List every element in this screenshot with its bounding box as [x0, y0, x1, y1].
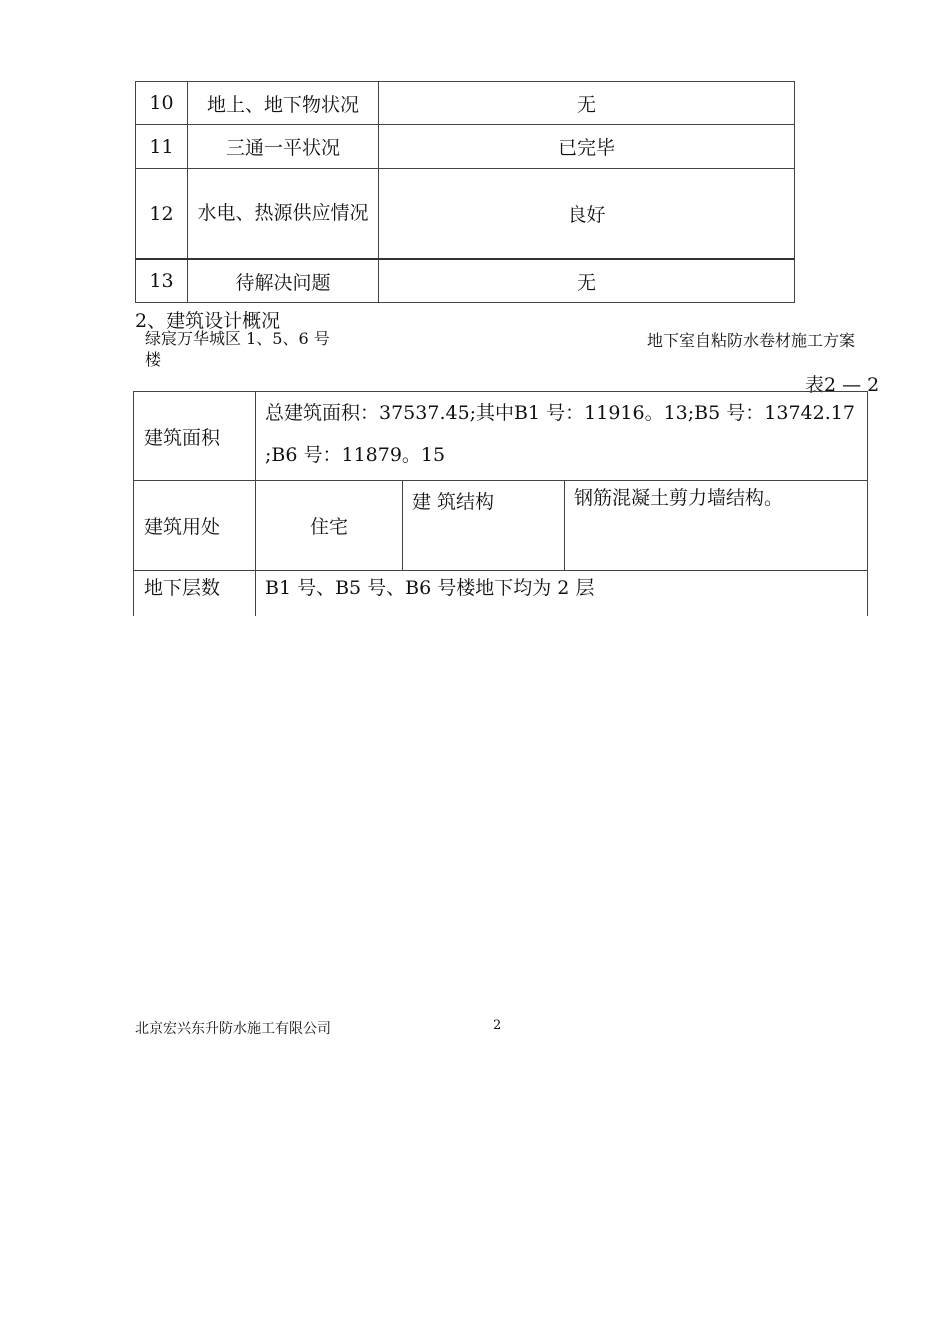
structure-label: 建 筑结构 — [403, 481, 565, 571]
row-item: 待解决问题 — [188, 259, 379, 303]
table-row — [134, 481, 868, 571]
site-conditions-table — [135, 81, 795, 303]
floors-label: 地下层数 — [134, 571, 256, 617]
row-value: 良好 — [379, 169, 795, 260]
use-label: 建筑用处 — [134, 481, 256, 571]
table-row — [136, 125, 795, 169]
floors-value: B1 号、B5 号、B6 号楼地下均为 2 层 — [256, 571, 868, 617]
area-label: 建筑面积 — [134, 392, 256, 481]
footer-company: 北京宏兴东升防水施工有限公司 — [135, 1021, 331, 1037]
structure-value: 钢筋混凝土剪力墙结构。 — [565, 481, 868, 571]
row-number: 10 — [136, 82, 188, 125]
row-item: 三通一平状况 — [188, 125, 379, 169]
row-value: 无 — [379, 82, 795, 125]
table-row — [136, 259, 795, 303]
page-number: 2 — [493, 1018, 502, 1033]
project-name-header: 绿宸万华城区 1、5、6 号楼 — [145, 329, 330, 369]
area-value: 总建筑面积：37537.45;其中B1 号：11916。13;B5 号：13742.17 ;B6 号：11879。15 — [256, 392, 868, 481]
section-heading: 2、建筑设计概况 — [135, 310, 281, 332]
table-number: 表2 — 2 — [805, 374, 880, 396]
table-row — [136, 82, 795, 125]
row-item: 水电、热源供应情况 — [188, 169, 379, 260]
table-row — [134, 571, 868, 617]
table-row — [134, 392, 868, 481]
table-row — [136, 169, 795, 260]
row-number: 13 — [136, 259, 188, 303]
row-number: 11 — [136, 125, 188, 169]
use-value: 住宅 — [256, 481, 403, 571]
row-item: 地上、地下物状况 — [188, 82, 379, 125]
row-value: 无 — [379, 259, 795, 303]
row-value: 已完毕 — [379, 125, 795, 169]
row-number: 12 — [136, 169, 188, 260]
document-title-header: 地下室自粘防水卷材施工方案 — [647, 331, 856, 350]
building-design-table — [133, 391, 868, 616]
